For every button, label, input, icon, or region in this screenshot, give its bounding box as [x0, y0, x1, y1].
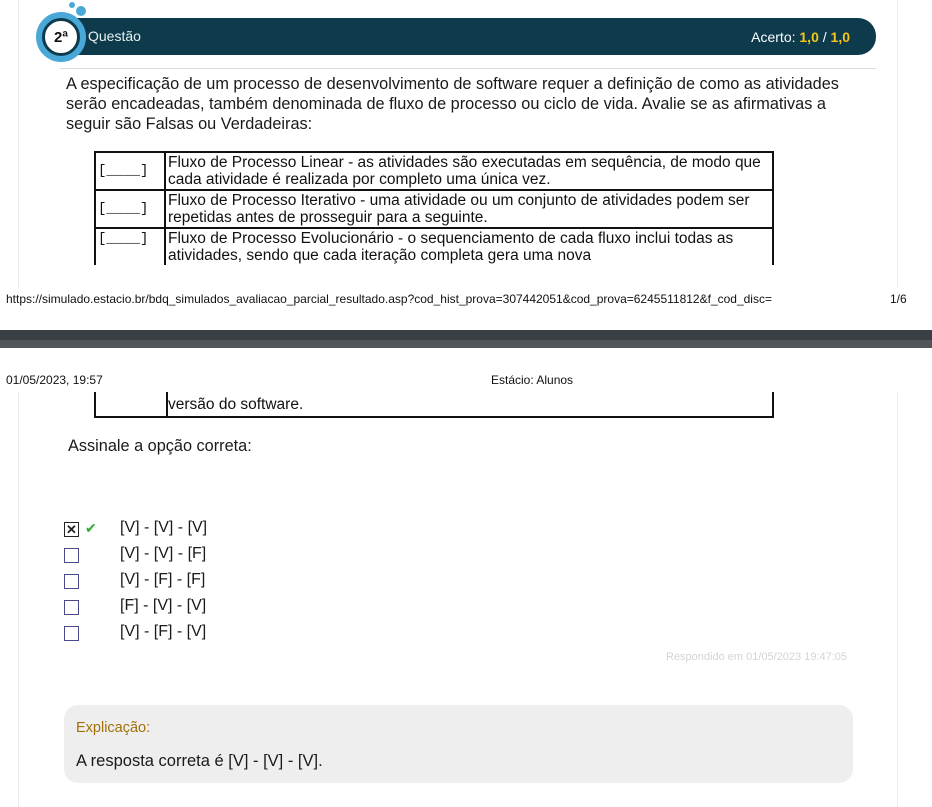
affirmatives-table — [94, 151, 774, 265]
blank-box: [____] — [95, 152, 165, 190]
explanation-box — [64, 705, 853, 783]
affirmative-text: Fluxo de Processo Iterativo - uma atividade ou um conjunto de atividades podem ser repetidas antes de prosseguir para a seguinte. — [165, 190, 773, 228]
score-max: 1,0 — [830, 29, 850, 45]
correct-check-icon: ✔ — [85, 520, 97, 536]
answered-timestamp: Respondido em 01/05/2023 19:47:05 — [666, 651, 848, 663]
answer-prompt: Assinale a opção correta: — [68, 437, 252, 455]
print-header-datetime: 01/05/2023, 19:57 — [6, 373, 103, 387]
option-checkbox-checked[interactable]: ✕ — [64, 522, 79, 537]
affirmative-text: Fluxo de Processo Linear - as atividades são executadas em sequência, de modo que cada atividade é realizada por completo uma única vez. — [165, 152, 773, 190]
option-label: [V] - [F] - [V] — [120, 623, 207, 640]
option-checkbox[interactable] — [64, 626, 79, 641]
affirmatives-table-continuation — [94, 392, 774, 418]
print-footer-url: https://simulado.estacio.br/bdq_simulados_avaliacao_parcial_resultado.asp?cod_hist_prova=307442051&cod_prova=6245511812&f_cod_disc= — [6, 292, 772, 306]
option-checkbox[interactable] — [64, 600, 79, 615]
blank-box: [____] — [95, 228, 165, 265]
option-label: [V] - [V] - [V] — [120, 519, 208, 536]
option-row[interactable] — [64, 542, 207, 568]
option-label: [V] - [F] - [F] — [120, 571, 206, 588]
option-row[interactable] — [64, 516, 208, 542]
explanation-text: A resposta correta é [V] - [V] - [V]. — [76, 752, 323, 770]
affirmative-text: versão do software. — [168, 396, 304, 413]
print-header-site: Estácio: Alunos — [491, 373, 574, 387]
print-footer-page: 1/6 — [890, 292, 907, 306]
option-label: [V] - [V] - [F] — [120, 545, 207, 562]
table-row — [95, 190, 773, 228]
table-row — [95, 228, 773, 265]
acerto-label: Acerto: — [751, 29, 796, 45]
card-border-right — [897, 392, 898, 807]
option-label: [F] - [V] - [V] — [120, 597, 207, 614]
question-statement: A especificação de um processo de desenvolvimento de software requer a definição de como as atividades serão encadeadas, também denominada de fluxo de processo ou ciclo de vida. Avalie se as afirmativas a seguir são Falsas ou Verdadeiras: — [66, 75, 839, 133]
score-value: 1,0 — [799, 29, 819, 45]
affirmatives-table-clip — [0, 0, 932, 286]
score-separator: / — [822, 29, 827, 45]
explanation-title: Explicação: — [76, 720, 151, 736]
page-break-shade — [0, 340, 932, 348]
card-border-left — [18, 392, 19, 807]
answer-options — [64, 516, 208, 646]
blank-box: [____] — [95, 190, 165, 228]
affirmative-text: Fluxo de Processo Evolucionário - o sequenciamento de cada fluxo inclui todas as atividades, sendo que cada iteração completa gera uma nova — [165, 228, 773, 265]
option-checkbox[interactable] — [64, 574, 79, 589]
option-row[interactable] — [64, 594, 207, 620]
question-label: Questão — [88, 28, 141, 44]
option-row[interactable] — [64, 568, 206, 594]
table-row — [95, 152, 773, 190]
option-row[interactable] — [64, 620, 207, 646]
option-checkbox[interactable] — [64, 548, 79, 563]
question-number: 2ª — [42, 18, 80, 56]
